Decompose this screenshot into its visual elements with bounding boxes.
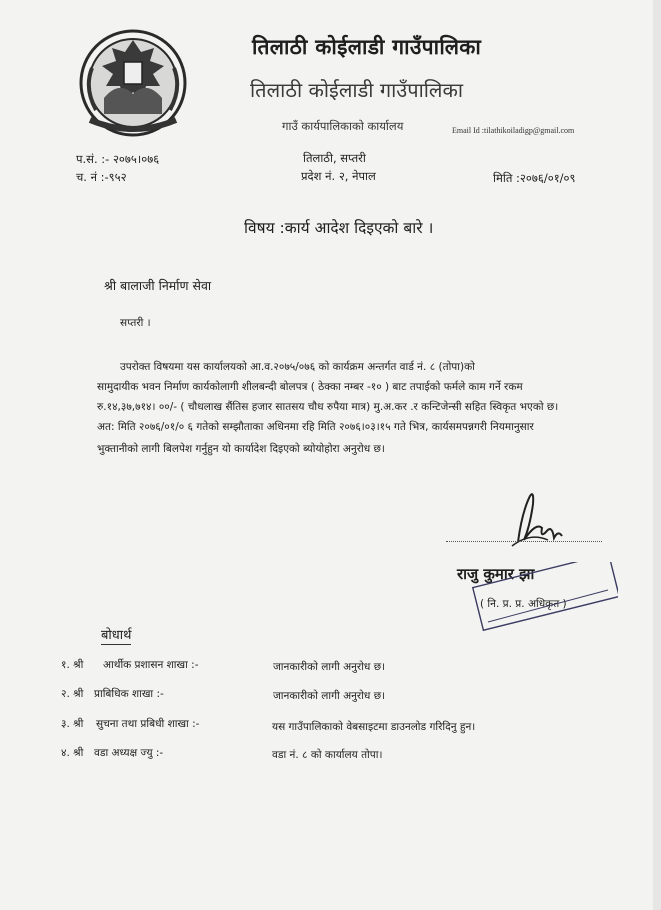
- recipient-name: श्री बालाजी निर्माण सेवा: [104, 278, 212, 293]
- cc-item-3-note: यस गाउँपालिकाको वेबसाइटमा डाउनलोड गरिदिनु हुन।: [272, 721, 476, 733]
- nepal-emblem-logo: [74, 28, 192, 138]
- cc-item-2-no: २. श्री: [61, 688, 84, 700]
- reference-number: प.सं. :- २०७५।०७६: [76, 152, 160, 166]
- cc-item-1-no: १. श्री: [61, 659, 84, 671]
- signature-line: [446, 541, 602, 542]
- office-province: प्रदेश नं. २, नेपाल: [301, 169, 376, 183]
- cc-item-2-note: जानकारीको लागी अनुरोध छ।: [273, 690, 386, 702]
- cc-item-3-no: ३. श्री: [61, 718, 84, 730]
- cc-item-1-note: जानकारीको लागी अनुरोध छ।: [273, 661, 386, 673]
- municipality-title: तिलाठी कोईलाडी गाउँपालिका: [252, 35, 482, 59]
- cc-heading: बोधार्थ: [101, 625, 131, 645]
- body-line-4: अत: मिति २०७६/०१/० ६ गतेको सम्झौताका अधिनमा रहि मिति २०७६।०३।१५ गते भित्र, कार्यसमपन्नगरी नियमानुसार: [97, 421, 534, 433]
- email-address: Email Id :tilathikoiladigp@gmail.com: [452, 126, 575, 135]
- body-line-2: सामुदायीक भवन निर्माण कार्यकोलागी शीलबन्दी बोलपत्र ( ठेक्का नम्बर -१० ) बाट तपाईको फर्मले काम गर्ने रकम: [97, 381, 523, 393]
- letter-date: मिति :२०७६/०१/०९: [493, 171, 576, 185]
- letter-subject: विषय :कार्य आदेश दिइएको बारे ।: [244, 219, 434, 237]
- body-line-5: भुक्तानीको लागी बिलपेश गर्नुहुन यो कार्यादेश दिइएको ब्योयोहोरा अनुरोध छ।: [97, 443, 385, 455]
- dispatch-number: च. नं :-९५२: [76, 170, 127, 184]
- cc-item-3-to: सुचना तथा प्रबिधी शाखा :-: [96, 718, 200, 730]
- signatory-name: राजु कुमार झा: [457, 565, 535, 583]
- body-line-3: रु.१४,३७,७१४। ००/- ( चौधलाख सैंतिस हजार सातसय चौध रुपैया मात्र) मु.अ.कर .र कन्टिजेन्सी सहित स्विकृत भएको छ।: [97, 401, 559, 413]
- page-edge-shadow: [653, 0, 661, 910]
- body-line-1: उपरोक्त विषयमा यस कार्यालयको आ.व.२०७५/०७६ को कार्यक्रम अन्तर्गत वार्ड नं. ८ (तोपा)को: [120, 361, 475, 373]
- cc-item-2-to: प्राबिधिक शाखा :-: [94, 688, 164, 700]
- official-stamp: [468, 562, 618, 642]
- cc-item-1-to: आर्थीक प्रशासन शाखा :-: [103, 659, 199, 671]
- cc-item-4-note: वडा नं. ८ को कार्यालय तोपा।: [272, 749, 383, 761]
- office-name: गाउँ कार्यपालिकाको कार्यालय: [282, 119, 404, 133]
- signatory-title: ( नि. प्र. प्र. अधिकृत ): [480, 598, 567, 610]
- municipality-title-secondary: तिलाठी कोईलाडी गाउँपालिका: [250, 78, 464, 102]
- cc-item-4-no: ४. श्री: [61, 747, 84, 759]
- recipient-address: सप्तरी ।: [120, 317, 151, 329]
- handwritten-signature: [500, 482, 580, 562]
- office-place: तिलाठी, सप्तरी: [303, 151, 366, 165]
- cc-item-4-to: वडा अध्यक्ष ज्यु :-: [94, 747, 164, 759]
